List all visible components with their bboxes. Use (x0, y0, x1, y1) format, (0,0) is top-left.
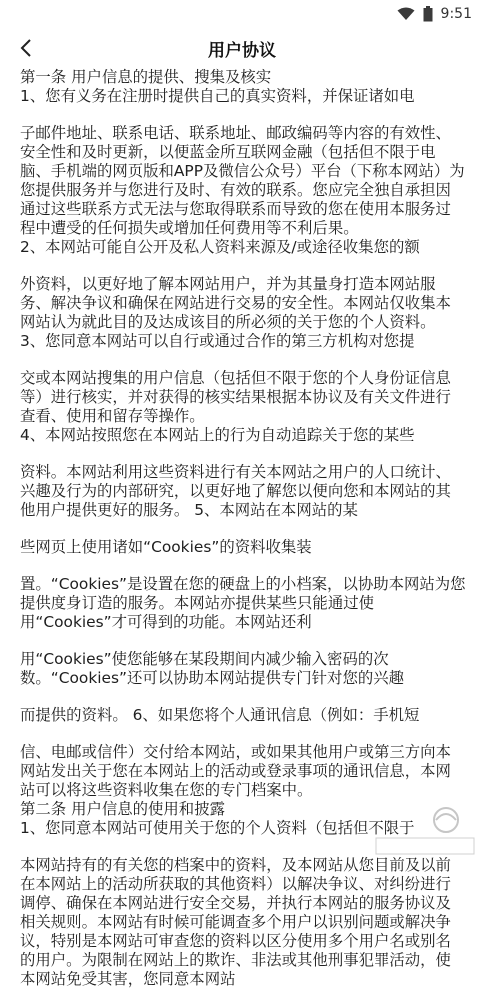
agreement-paragraph: 2、本网站可能自公开及私人资料来源及/或途径收集您的额 (20, 238, 420, 256)
agreement-paragraph: 信、电邮或信件）交付给本网站，或如果其他用户或第三方向本网站发出关于您在本网站上的活动或登录事项的通讯信息，本网站可以将这些资料收集在您的专门档案中。 (20, 743, 451, 799)
battery-icon (423, 6, 433, 22)
agreement-paragraph: 4、本网站按照您在本网站上的行为自动追踪关于您的某些 (20, 426, 415, 444)
agreement-paragraph: 置。“Cookies”是设置在您的硬盘上的小档案，以协助本网站为您提供度身订造的服务。本网站亦提供某些只能通过使用“Cookies”才可得到的功能。本网站还利 (20, 575, 466, 631)
back-arrow-icon[interactable] (10, 32, 42, 64)
agreement-paragraph: 1、您有义务在注册时提供自己的真实资料，并保证诸如电 (20, 87, 415, 105)
nav-bar (0, 28, 484, 68)
agreement-paragraph: 第一条 用户信息的提供、搜集及核实 (20, 68, 272, 86)
wifi-icon (397, 7, 415, 21)
agreement-paragraph: 子邮件地址、联系电话、联系地址、邮政编码等内容的有效性、安全性和及时更新，以便蓝金所互联网金融（包括但不限于电脑、手机端的网页版和APP及微信公众号）平台（下称本网站）为您提供服务并与您进行及时、有效的联系。您应完全独自承担因通过这些联系方式无法与您取得联系而导致的您在使用本服务过程中遭受的任何损失或增加任何费用等不利后果。 (20, 124, 465, 237)
agreement-paragraph: 外资料，以更好地了解本网站用户，并为其量身打造本网站服务、解决争议和确保在网站进行交易的安全性。本网站仅收集本网站认为就此目的及达成该目的所必须的关于您的个人资料。 (20, 275, 451, 331)
watermark-logo-icon (366, 800, 478, 860)
agreement-paragraph: 本网站持有的有关您的档案中的资料，及本网站从您目前及以前在本网站上的活动所获取的其他资料）以解决争议、对纠纷进行调停、确保在本网站进行安全交易，并执行本网站的服务协议及相关规则。本网站有时候可能调查多个用户以识别问题或解决争议，特别是本网站可审查您的资料以区分使用多个用户名或别名的用户。为限制在网站上的欺诈、非法或其他刑事犯罪活动，使本网站免受其害，您同意本网站 (20, 856, 451, 988)
agreement-paragraph: 而提供的资料。 6、如果您将个人通讯信息（例如：手机短 (20, 706, 420, 724)
page-title: 用户协议 (208, 40, 276, 61)
agreement-paragraph: 第二条 用户信息的使用和披露 (20, 800, 225, 818)
agreement-paragraph: 资料。本网站利用这些资料进行有关本网站之用户的人口统计、兴趣及行为的内部研究，以更好地了解您以便向您和本网站的其他用户提供更好的服务。 5、本网站在本网站的某 (20, 463, 451, 519)
status-bar (0, 0, 484, 28)
agreement-paragraph: 交或本网站搜集的用户信息（包括但不限于您的个人身份证信息等）进行核实，并对获得的核实结果根据本协议及有关文件进行查看、使用和留存等操作。 (20, 369, 451, 425)
agreement-paragraph: 1、您同意本网站可使用关于您的个人资料（包括但不限于 (20, 819, 415, 837)
status-time: 9:51 (440, 6, 472, 22)
agreement-paragraph: 用“Cookies”使您能够在某段期间内减少输入密码的次数。“Cookies”还可以协助本网站提供专门针对您的兴趣 (20, 650, 405, 687)
agreement-paragraph: 3、您同意本网站可以自行或通过合作的第三方机构对您提 (20, 332, 415, 350)
agreement-paragraph: 些网页上使用诸如“Cookies”的资料收集装 (20, 538, 312, 556)
agreement-content (20, 68, 466, 988)
